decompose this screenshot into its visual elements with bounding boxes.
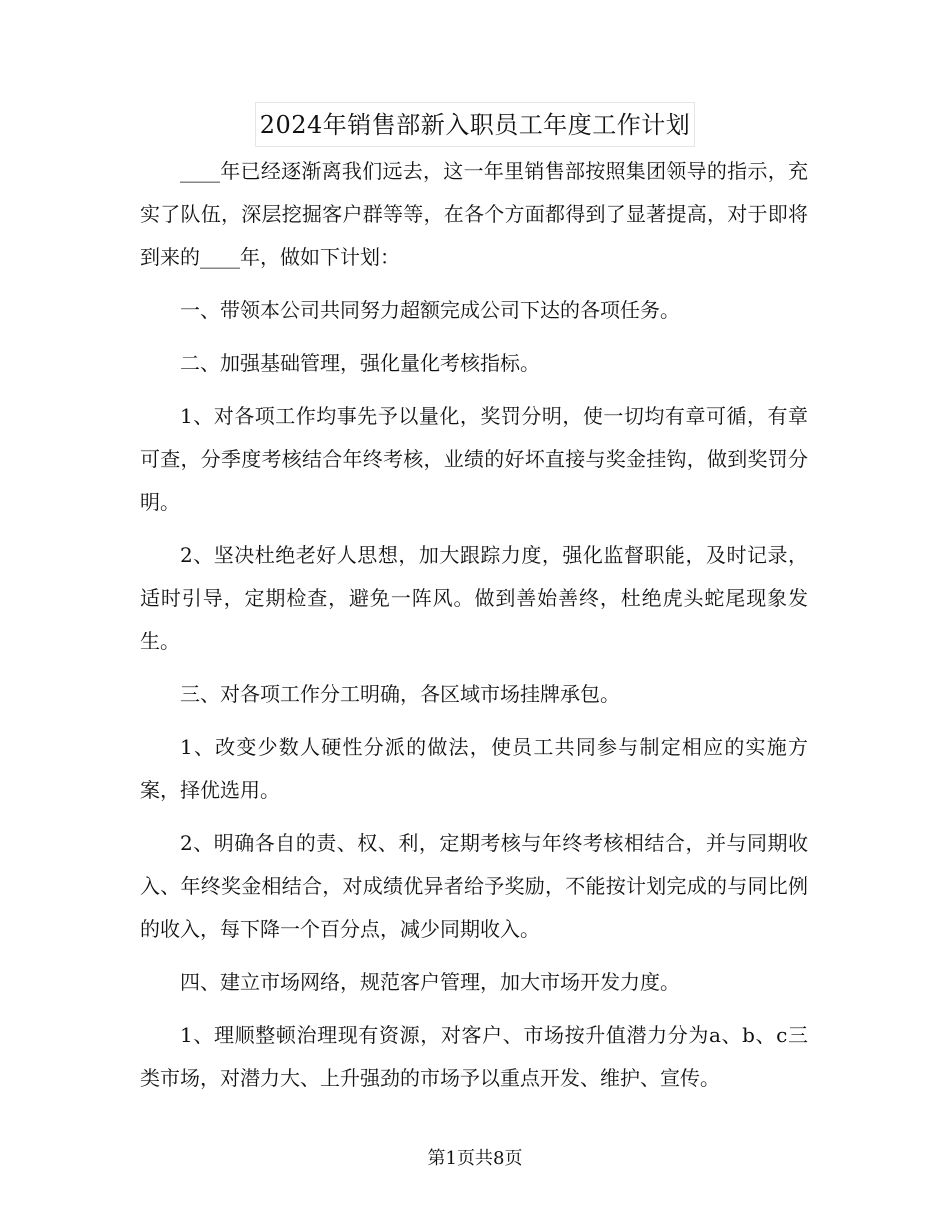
paragraph-section-2: 二、加强基础管理，强化量化考核指标。 xyxy=(180,351,540,375)
document-title: 2024年销售部新入职员工年度工作计划 xyxy=(255,102,696,147)
paragraph-section-3: 三、对各项工作分工明确，各区域市场挂牌承包。 xyxy=(180,682,620,706)
paragraph-section-4: 四、建立市场网络，规范客户管理，加大市场开发力度。 xyxy=(180,970,680,994)
paragraph-section-1: 一、带领本公司共同努力超额完成公司下达的各项任务。 xyxy=(180,298,680,322)
paragraph-section-2-item-2: 2、坚决杜绝老好人思想，加大跟踪力度，强化监督职能，及时记录，适时引导，定期检查，避免一阵风。做到善始善终，杜绝虎头蛇尾现象发生。 xyxy=(140,543,808,653)
page-number-footer: 第1页共8页 xyxy=(427,1148,523,1169)
title-container xyxy=(0,102,950,147)
document-body xyxy=(140,150,808,1110)
paragraph-section-4-item-1: 1、理顺整顿治理现有资源，对客户、市场按升值潜力分为a、b、c三类市场，对潜力大、上升强劲的市场予以重点开发、维护、宣传。 xyxy=(140,1023,808,1090)
paragraph-section-2-item-1: 1、对各项工作均事先予以量化，奖罚分明，使一切均有章可循，有章可查，分季度考核结合年终考核，业绩的好坏直接与奖金挂钩，做到奖罚分明。 xyxy=(140,404,808,514)
paragraph-intro: ____年已经逐渐离我们远去，这一年里销售部按照集团领导的指示，充实了队伍，深层挖掘客户群等等，在各个方面都得到了显著提高，对于即将到来的____年，做如下计划： xyxy=(140,159,808,269)
paragraph-section-3-item-1: 1、改变少数人硬性分派的做法，使员工共同参与制定相应的实施方案，择优选用。 xyxy=(140,735,808,802)
paragraph-section-3-item-2: 2、明确各自的责、权、利，定期考核与年终考核相结合，并与同期收入、年终奖金相结合，对成绩优异者给予奖励，不能按计划完成的与同比例的收入，每下降一个百分点，减少同期收入。 xyxy=(140,831,808,941)
